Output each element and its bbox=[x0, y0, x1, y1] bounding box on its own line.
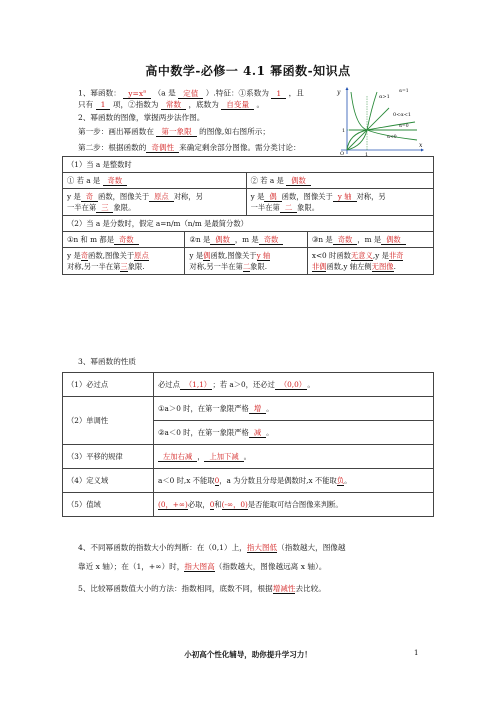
curve-a-eq-1 bbox=[347, 108, 389, 150]
s5-c: 去比较。 bbox=[295, 584, 326, 593]
fd2g: 象限. bbox=[250, 262, 268, 271]
prop-row-shift bbox=[63, 445, 434, 469]
prop-value-domain bbox=[154, 469, 434, 493]
step-2 bbox=[78, 142, 301, 153]
x-one-label: 1 bbox=[365, 152, 369, 156]
prop-value-mono-1 bbox=[154, 397, 434, 421]
fd3a: x<0 时函数 bbox=[311, 251, 351, 260]
fc1-pre: ①n 和 m 都是 bbox=[67, 235, 115, 244]
section-4-line-1 bbox=[78, 542, 346, 553]
t1r3c2c: 函数，图像关于 bbox=[281, 192, 333, 201]
pp-a: 必过点 bbox=[158, 380, 180, 389]
fc2-mid: ，m 是 bbox=[234, 235, 259, 244]
page-footer: 小初高个性化辅导，助你提升学习力！ bbox=[184, 650, 312, 659]
fc3-b1: 奇数 bbox=[333, 235, 358, 245]
s1-blank-4: 常数 bbox=[161, 100, 186, 110]
y-axis-label: y bbox=[337, 89, 341, 96]
section-1-line-1 bbox=[78, 86, 304, 99]
pp-d: （0,0） bbox=[275, 380, 308, 390]
fc2-b2: 奇数 bbox=[259, 235, 284, 245]
table1-frac-heading: （2）当 a 是分数时，假定 a=n/m（n/m 是最简分数） bbox=[63, 216, 434, 232]
s1-blank-1: 定值 bbox=[178, 89, 203, 99]
prop-row-domain bbox=[63, 469, 434, 493]
fd3g: 无图像 bbox=[371, 262, 394, 271]
s1-blank-5: 自变量 bbox=[221, 100, 254, 110]
table1-row-header-int bbox=[63, 157, 434, 173]
fd1f: 三 bbox=[120, 262, 128, 271]
t1r3c1e: 对称，另 bbox=[173, 192, 203, 201]
t1r3c1b: 奇 bbox=[81, 192, 98, 202]
pm1-b: 增 bbox=[249, 404, 266, 414]
s1-mid3: ，且 bbox=[288, 88, 304, 98]
t1r3c1g: 三 bbox=[96, 203, 113, 213]
label-a-eq-1: α=1 bbox=[399, 89, 409, 94]
pd-d: 负 bbox=[336, 476, 345, 485]
s5-a: 5、比较幂函数值大小的方法：指数相同，底数不同，根据 bbox=[78, 584, 273, 593]
step2-pre: 第二步：根据函数的 bbox=[78, 143, 147, 152]
section-4-line-2 bbox=[78, 561, 326, 572]
even-pre: ② 若 a 是 bbox=[250, 176, 284, 185]
curve-a-gt-1 bbox=[347, 92, 377, 150]
fc3-mid: ，m 是 bbox=[357, 235, 382, 244]
t1r3c1d: 原点 bbox=[149, 192, 174, 202]
fd1a: y 是 bbox=[67, 251, 81, 260]
s5-b: 增减性 bbox=[272, 584, 296, 593]
s4-l2-c: （指数越大，图像越远离 x 轴）。 bbox=[214, 562, 327, 571]
s1-l2-mid2: ，底数为 bbox=[188, 100, 219, 109]
odd-pre: ① 若 a 是 bbox=[67, 176, 101, 185]
frac-case-1 bbox=[63, 232, 185, 248]
s4-l1-b: 指大图低 bbox=[246, 543, 278, 552]
step1-pre: 第一步：画出幂函数在 bbox=[78, 127, 154, 136]
table1-odd-desc bbox=[63, 189, 247, 216]
table1-row-header-frac bbox=[63, 216, 434, 232]
step1-post: 的图像,如右图所示； bbox=[199, 127, 270, 136]
fd2f: 二 bbox=[242, 262, 251, 271]
power-function-graph bbox=[327, 86, 425, 156]
fd3b: 无意义 bbox=[350, 251, 373, 260]
fd2d: y 轴 bbox=[256, 251, 271, 260]
fc2-b1: 偶数 bbox=[210, 235, 235, 245]
s1-mid2: ）.特征：①系数为 bbox=[205, 88, 269, 98]
fd1b: 奇 bbox=[80, 251, 89, 260]
table1-row-frac-desc bbox=[63, 248, 434, 275]
prop-label-shift: （3）平移的规律 bbox=[63, 445, 154, 469]
t1r3c2d: y 轴 bbox=[333, 192, 357, 202]
label-0-a-1: 0<α<1 bbox=[393, 112, 412, 118]
frac-desc-1 bbox=[63, 248, 185, 275]
pp-c: ；若 a＞0，还必过 bbox=[212, 380, 275, 389]
t1r3c2f: 一半在第 bbox=[250, 203, 280, 212]
s1-formula-sup: a bbox=[143, 88, 147, 94]
s1-pre: 1、幂函数： bbox=[78, 88, 121, 98]
pp-b: （1,1） bbox=[180, 380, 213, 390]
fd2b: 偶 bbox=[203, 251, 211, 260]
t1r3c1c: 函数，图像关于 bbox=[98, 192, 150, 201]
frac-case-2 bbox=[185, 232, 307, 248]
pm2-b: 减 bbox=[249, 428, 266, 438]
prop-label-domain: （4）定义域 bbox=[63, 469, 154, 493]
pm2-a: ②a＜0 时，在第一象限严格 bbox=[158, 428, 249, 437]
table1-even-desc bbox=[246, 189, 433, 216]
s1-mid1: （a 是 bbox=[153, 88, 176, 98]
y-one-label: 1 bbox=[342, 128, 346, 134]
y-axis-arrow bbox=[346, 87, 349, 90]
fd1c: 函数,图像关于 bbox=[88, 251, 135, 260]
s1-formula-base: y=x bbox=[128, 88, 144, 98]
pm1-a: ①a＞0 时，在第一象限严格 bbox=[158, 404, 249, 413]
pr-f: 是否能取可结合图像来判断。 bbox=[247, 500, 343, 509]
odd-blank: 奇数 bbox=[103, 176, 128, 186]
prop-row-mono-1 bbox=[63, 397, 434, 421]
t1r3c2b: 偶 bbox=[264, 192, 281, 202]
pm1-c: 。 bbox=[266, 404, 274, 413]
step2-post: 来确定剩余部分图像。需分类讨论： bbox=[179, 143, 301, 152]
properties-table bbox=[62, 372, 434, 517]
step1-blank: 第一象限 bbox=[156, 127, 196, 137]
s1-blank-3: 1 bbox=[96, 100, 111, 110]
fd3e: 非偶 bbox=[311, 262, 327, 271]
frac-desc-3 bbox=[307, 248, 433, 275]
label-a-eq-0: α=0 bbox=[399, 124, 409, 129]
fc3-b2: 偶数 bbox=[381, 235, 406, 245]
ps-b: ， bbox=[197, 452, 205, 461]
fd3f: 函数,y 轴左侧 bbox=[326, 262, 372, 271]
x-axis-label: x bbox=[419, 142, 423, 149]
s1-l2-end: 。 bbox=[256, 100, 265, 109]
step-1 bbox=[78, 126, 270, 137]
s1-blank-2: 1 bbox=[271, 89, 286, 99]
table1-int-heading: （1）当 a 是整数时 bbox=[63, 157, 434, 173]
table1-odd-cell bbox=[63, 173, 247, 189]
table1-row-int-desc bbox=[63, 189, 434, 216]
pd-b: 0 bbox=[214, 476, 220, 485]
s1-l2-mid1: 项，②指数为 bbox=[112, 100, 159, 109]
pr-b: 必取， bbox=[187, 500, 210, 509]
section-2-heading: 2、幂函数的图像，掌握两步法作图。 bbox=[78, 113, 205, 122]
section-3-heading: 3、幂函数的性质 bbox=[78, 357, 136, 366]
pr-e: (-∞，0) bbox=[221, 500, 248, 509]
prop-value-point bbox=[154, 373, 434, 397]
pd-c: ，a 为分数且分母是偶数时,x 不能取 bbox=[219, 476, 337, 485]
fd1g: 象限. bbox=[127, 262, 145, 271]
t1r3c2g: 二 bbox=[280, 203, 297, 213]
fd3c: ,y 是 bbox=[372, 251, 389, 260]
label-a-lt-0: α<0 bbox=[387, 135, 397, 140]
fc3-pre: ③n 是 bbox=[311, 235, 333, 244]
s4-l1-a: 4、不同幂函数的指数大小的判断：在（0,1）上， bbox=[78, 543, 247, 552]
t1r3c2a: y 是 bbox=[250, 192, 265, 201]
t1r3c1a: y 是 bbox=[67, 192, 81, 201]
fd1d: 原点 bbox=[134, 251, 149, 260]
prop-label-mono: （2）单调性 bbox=[63, 397, 154, 445]
frac-case-3 bbox=[307, 232, 433, 248]
fd3d: 非奇 bbox=[388, 251, 404, 260]
integer-fraction-exponent-table bbox=[62, 156, 434, 275]
even-blank: 偶数 bbox=[286, 176, 311, 186]
origin-label: O bbox=[340, 151, 345, 156]
s4-l2-a: 靠近 x 轴）；在（1，+∞）时， bbox=[78, 562, 185, 571]
t1r3c1h: 象限。 bbox=[113, 203, 136, 212]
s4-l2-b: 指大图高 bbox=[184, 562, 215, 571]
fd2a: y 是 bbox=[189, 251, 204, 260]
s1-formula bbox=[123, 89, 151, 99]
pm2-c: 。 bbox=[266, 428, 274, 437]
s4-l1-c: （指数越大，图像越 bbox=[277, 543, 346, 552]
fd2e: 对称,另一半在第 bbox=[189, 262, 243, 271]
page-number: 1 bbox=[414, 649, 419, 657]
t1r3c1f: 一半在第 bbox=[67, 203, 97, 212]
table1-row-odd-even bbox=[63, 173, 434, 189]
fd3h: . bbox=[393, 262, 396, 271]
page-title: 高中数学-必修一 4.1 幂函数-知识点 bbox=[145, 64, 351, 78]
pr-c: 0 bbox=[209, 500, 215, 509]
fc2-pre: ②n 是 bbox=[189, 235, 211, 244]
pd-e: 。 bbox=[344, 476, 352, 485]
ps-a: 左加右减 bbox=[158, 452, 197, 462]
pp-e: 。 bbox=[307, 380, 315, 389]
frac-desc-2 bbox=[185, 248, 307, 275]
section-5-line bbox=[78, 583, 326, 594]
s1-l2-pre: 只有 bbox=[78, 100, 94, 109]
pr-a: (0，+∞) bbox=[158, 500, 188, 509]
ps-c: 上加下减 bbox=[204, 452, 243, 462]
fd2c: 函数,图像关于 bbox=[210, 251, 257, 260]
label-a-gt-1: α>1 bbox=[379, 94, 390, 100]
t1r3c2e: 对称，另 bbox=[356, 192, 386, 201]
prop-row-point bbox=[63, 373, 434, 397]
table1-row-frac-cases bbox=[63, 232, 434, 248]
pr-d: 和 bbox=[214, 500, 222, 509]
table1-even-cell bbox=[246, 173, 433, 189]
prop-value-mono-2 bbox=[154, 421, 434, 445]
fc1-blank: 奇数 bbox=[114, 235, 139, 245]
prop-value-range bbox=[154, 493, 434, 517]
ps-d: 。 bbox=[243, 452, 251, 461]
prop-label-range: （5）值域 bbox=[63, 493, 154, 517]
step2-blank: 奇偶性 bbox=[146, 143, 179, 153]
prop-value-shift bbox=[154, 445, 434, 469]
section-1-line-2 bbox=[78, 99, 264, 110]
pd-a: a＜0 时,x 不能取 bbox=[158, 476, 215, 485]
fd1e: 对称,另一半在第 bbox=[67, 262, 121, 271]
prop-row-range bbox=[63, 493, 434, 517]
t1r3c2h: 象限。 bbox=[297, 203, 319, 212]
prop-label-point: （1）必过点 bbox=[63, 373, 154, 397]
